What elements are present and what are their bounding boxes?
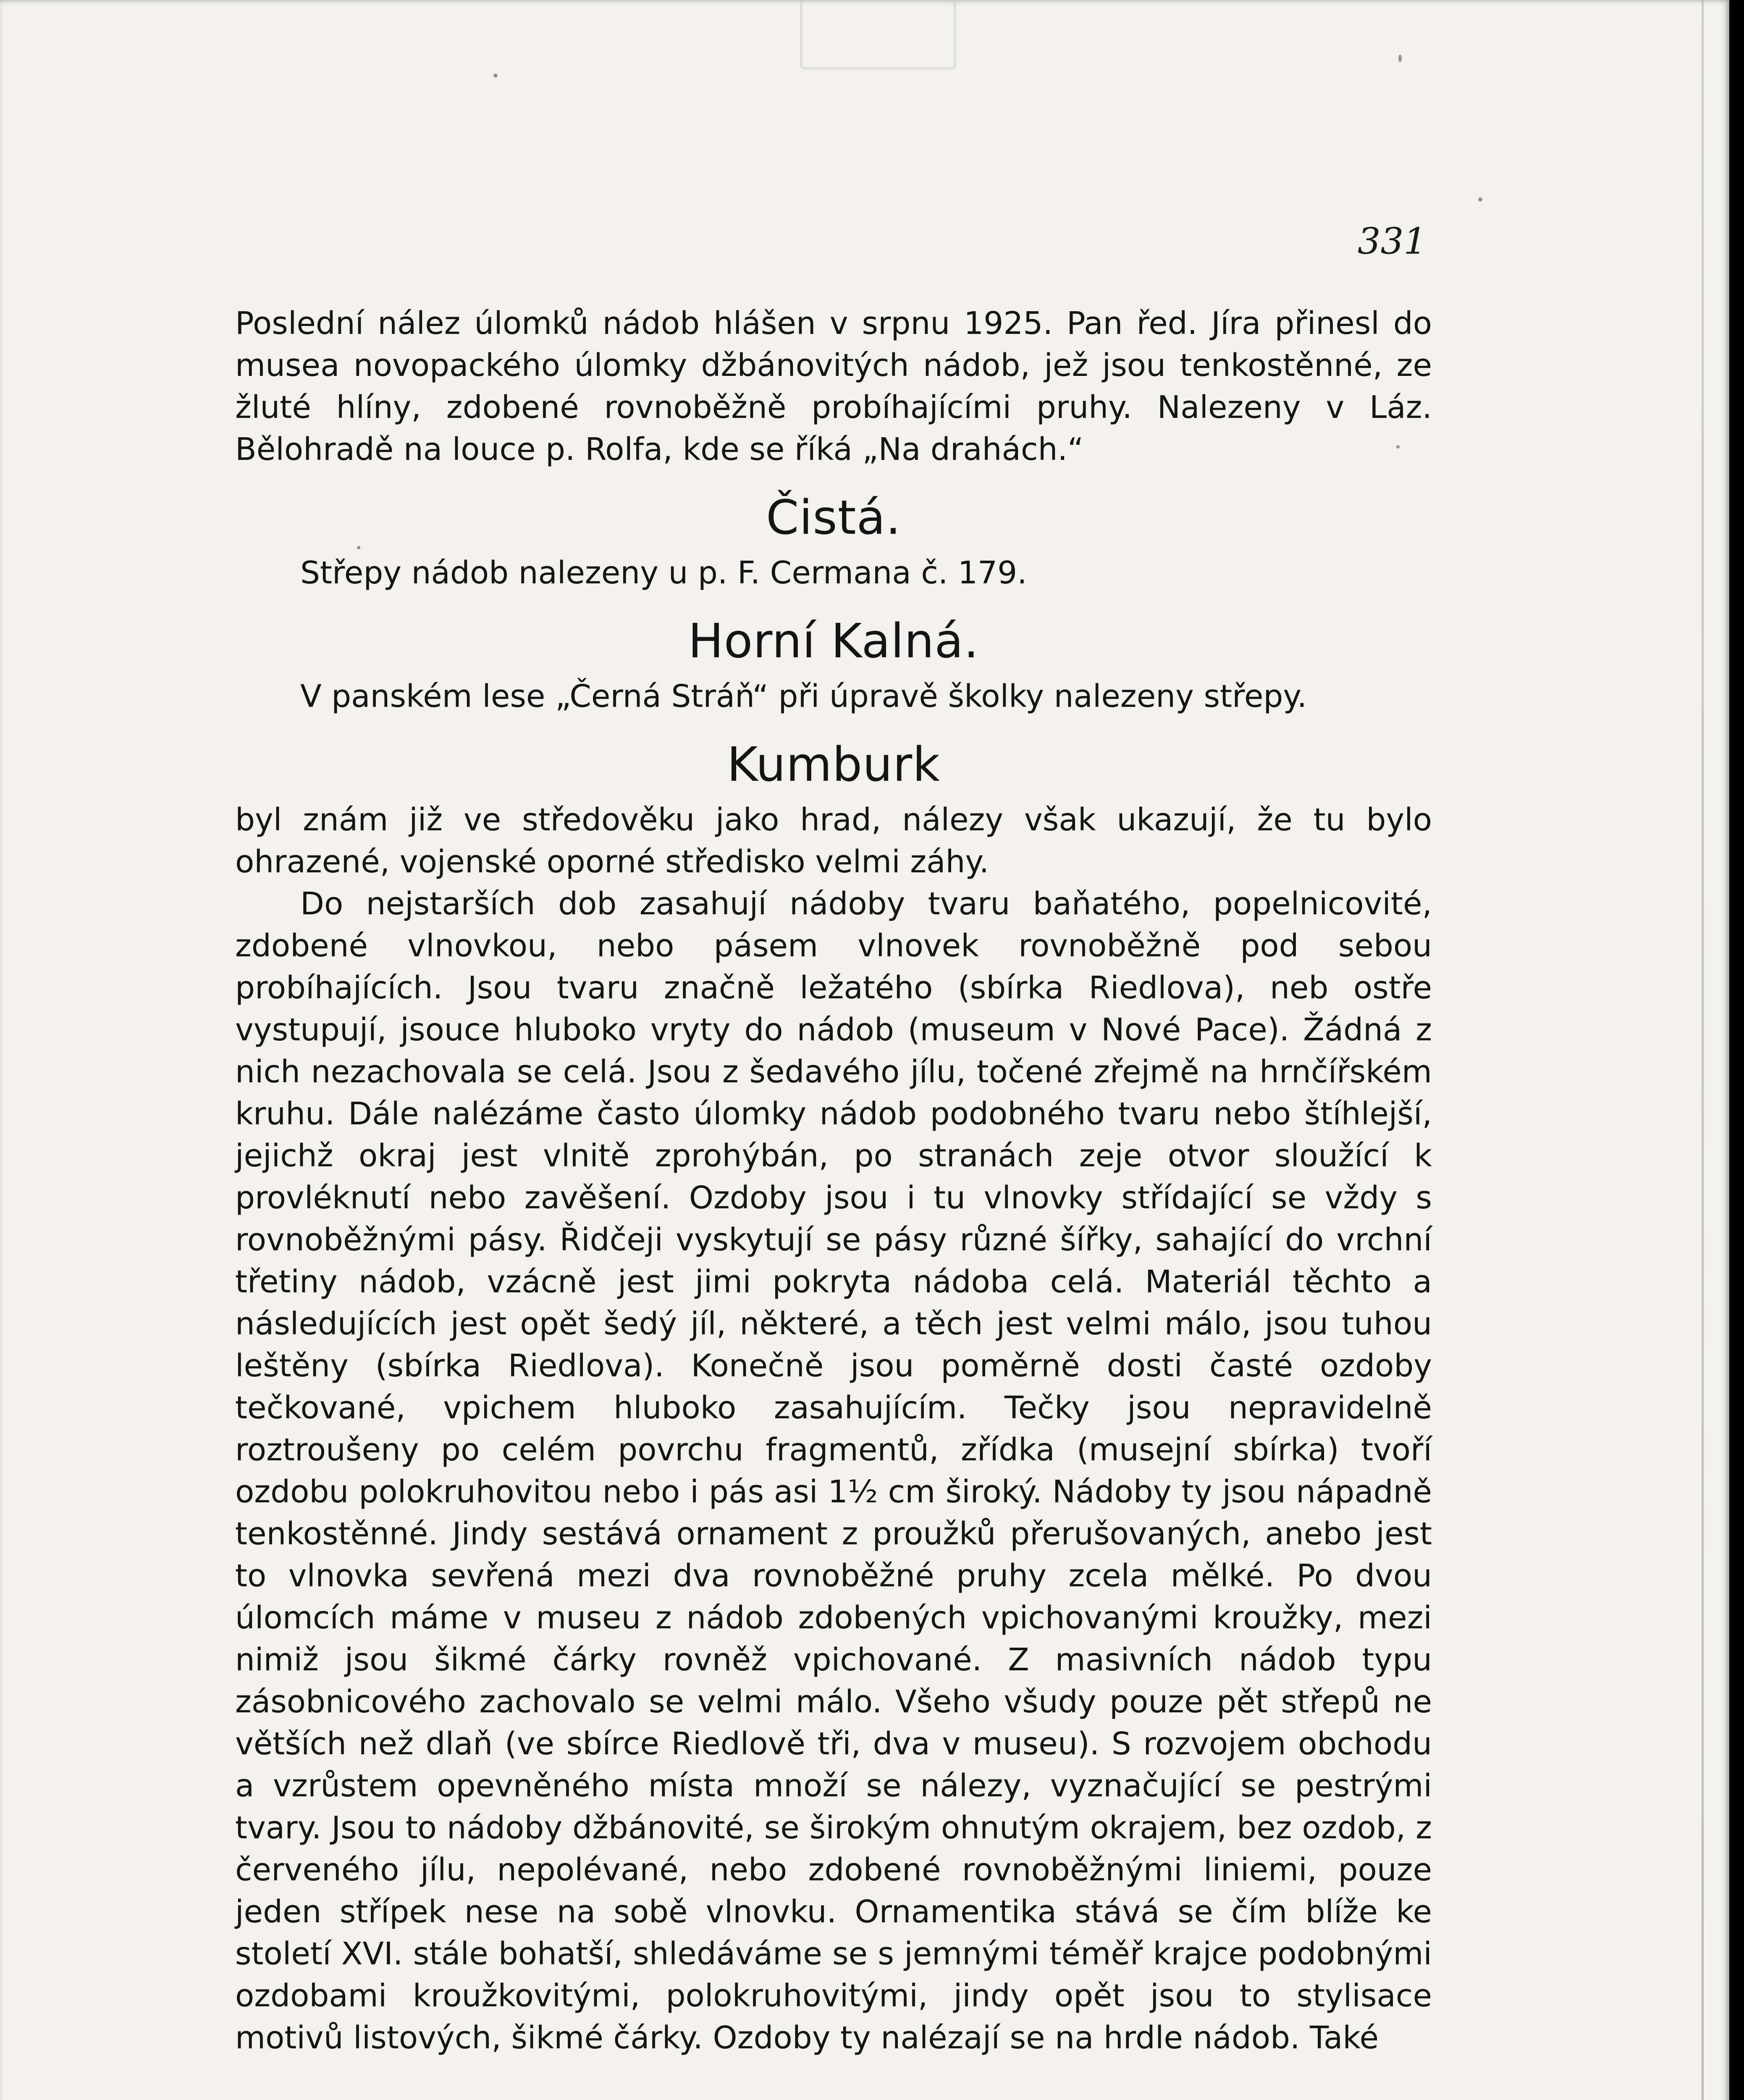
- scan-speck: [493, 74, 498, 78]
- scan-artifact: [800, 0, 956, 70]
- kumburk-intro-paragraph: byl znám již ve středověku jako hrad, nálezy však ukazují, že tu bylo ohrazené, vojenské oporné středisko velmi záhy.: [235, 802, 1432, 880]
- scan-speck: [1396, 445, 1400, 449]
- kumburk-body-paragraph: Do nejstarších dob zasahují nádoby tvaru baňatého, popelnicovité, zdobené vlnovkou, nebo pásem vlnovek rovnoběžně pod sebou probíhajících. Jsou tvaru značně ležatého (sbírka Riedlova), neb ostře vystupují, jsouce hluboko vryty do nádob (museum v Nové Pace). Žádná z nich nezachovala se celá. Jsou z šedavého jílu, točené zřejmě na hrnčířském kruhu. Dále nalézáme často úlomky nádob podobného tvaru nebo štíhlejší, jejichž okraj jest vlnitě zprohýbán, po stranách zeje otvor sloužící k provléknutí nebo zavěšení. Ozdoby jsou i tu vlnovky střídající se vždy s rovnoběžnými pásy. Řidčeji vyskytují se pásy různé šířky, sahající do vrchní třetiny nádob, vzácně jest jimi pokryta nádoba celá. Materiál těchto a následujících jest opět šedý jíl, některé, a těch jest velmi málo, jsou tuhou leštěny (sbírka Riedlova). Konečně jsou poměrně dosti časté ozdoby tečkované, vpichem hluboko zasahujícím. Tečky jsou nepravidelně roztroušeny po celém povrchu fragmentů, zřídka (musejní sbírka) tvoří ozdobu polokruhovitou nebo i pás asi 1½ cm široký. Nádoby ty jsou nápadně tenkostěnné. Jindy sestává ornament z proužků přerušovaných, anebo jest to vlnovka sevřená mezi dva rovnoběžné pruhy zcela mělké. Po dvou úlomcích máme v museu z nádob zdobených vpichovanými kroužky, mezi nimiž jsou šikmé čárky rovněž vpichované. Z masivních nádob typu zásobnicového zachovalo se velmi málo. Všeho všudy pouze pět střepů ne větších než dlaň (ve sbírce Riedlově tři, dva v museu). S rozvojem obchodu a vzrůstem opevněného místa množí se nálezy, vyznačující se pestrými tvary. Jsou to nádoby džbánovité, se širokým ohnutým okrajem, bez ozdob, z červeného jílu, nepolévané, nebo zdobené rovnoběžnými liniemi, pouze jeden střípek nese na sobě vlnovku. Ornamentika stává se čím blíže ke století XVI. stále bohatší, shledáváme se s jemnými téměř krajce podobnými ozdobami kroužkovitými, polokruhovitými, jindy opět jsou to stylisace motivů listových, šikmé čárky. Ozdoby ty nalézají se na hrdle nádob. Také: [235, 886, 1432, 2056]
- scan-speck: [1398, 55, 1402, 62]
- page-edge: [1702, 0, 1704, 2100]
- horni-kalna-paragraph: V panském lese „Černá Stráň“ při úpravě školky nalezeny střepy.: [300, 678, 1307, 714]
- heading-kumburk: Kumburk: [727, 738, 940, 792]
- page-number: 331: [1357, 220, 1427, 262]
- intro-paragraph: Poslední nález úlomků nádob hlášen v srpnu 1925. Pan řed. Jíra přinesl do musea novopackého úlomky džbánovitých nádob, jež jsou tenkostěnné, ze žluté hlíny, zdobené rovnoběžně probíhajícími pruhy. Nalezeny v Láz. Bělohradě na louce p. Rolfa, kde se říká „Na drahách.“: [235, 305, 1432, 467]
- document-body: [235, 302, 1432, 2059]
- scan-speck: [357, 546, 360, 549]
- scan-speck: [1478, 197, 1482, 202]
- cista-paragraph: Střepy nádob nalezeny u p. F. Cermana č. 179.: [300, 555, 1027, 591]
- heading-horni-kalna: Horní Kalná.: [688, 614, 979, 669]
- heading-cista: Čistá.: [766, 491, 901, 545]
